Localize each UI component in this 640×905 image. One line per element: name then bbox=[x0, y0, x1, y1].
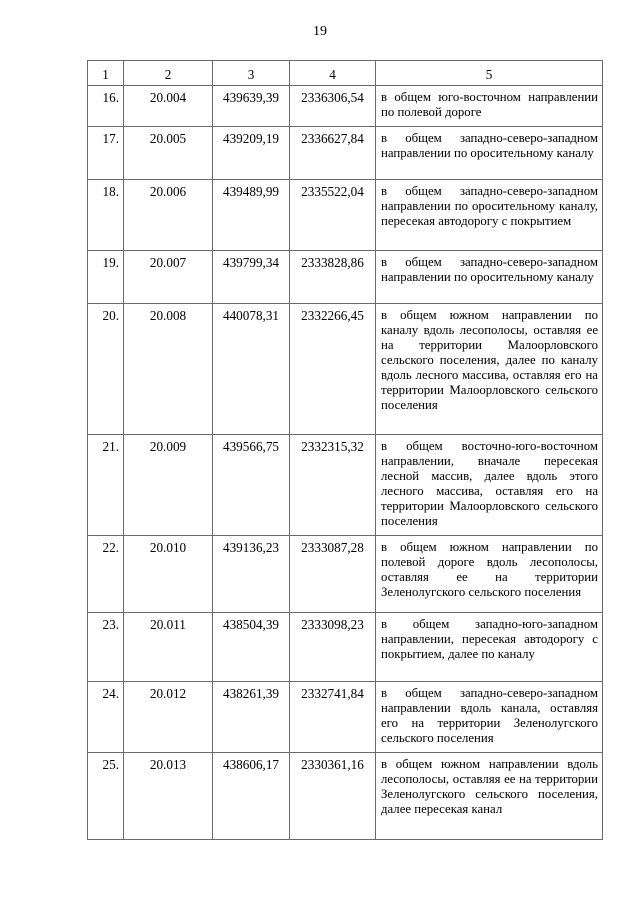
table-row bbox=[88, 86, 603, 127]
table-row bbox=[88, 682, 603, 753]
row-number: 22. bbox=[88, 536, 124, 613]
coord-x: 439136,23 bbox=[213, 536, 290, 613]
row-number: 18. bbox=[88, 180, 124, 251]
table-row bbox=[88, 536, 603, 613]
direction-description: в общем юго-восточном направлении по полевой дороге bbox=[376, 86, 603, 127]
point-code: 20.007 bbox=[124, 251, 213, 304]
row-number: 19. bbox=[88, 251, 124, 304]
row-number: 20. bbox=[88, 304, 124, 435]
page-number: 19 bbox=[313, 24, 327, 39]
coord-x: 439209,19 bbox=[213, 127, 290, 180]
direction-description: в общем южном направлении по полевой дороге вдоль лесополосы, оставляя ее на территории Зеленолугского сельского поселения bbox=[376, 536, 603, 613]
row-number: 23. bbox=[88, 613, 124, 682]
point-code: 20.010 bbox=[124, 536, 213, 613]
table-row bbox=[88, 613, 603, 682]
table-row bbox=[88, 251, 603, 304]
row-number: 21. bbox=[88, 435, 124, 536]
table-row bbox=[88, 180, 603, 251]
direction-description: в общем восточно-юго-восточном направлении, вначале пересекая лесной массив, далее вдоль этого лесного массива, оставляя его на территории Малоорловского сельского поселения bbox=[376, 435, 603, 536]
row-number: 24. bbox=[88, 682, 124, 753]
point-code: 20.009 bbox=[124, 435, 213, 536]
header-col-2: 2 bbox=[124, 61, 213, 86]
coord-x: 438606,17 bbox=[213, 753, 290, 840]
direction-description: в общем западно-северо-западном направлении по оросительному каналу, пересекая автодорогу с покрытием bbox=[376, 180, 603, 251]
coord-x: 439566,75 bbox=[213, 435, 290, 536]
table-row bbox=[88, 127, 603, 180]
point-code: 20.008 bbox=[124, 304, 213, 435]
header-col-4: 4 bbox=[290, 61, 376, 86]
coord-y: 2330361,16 bbox=[290, 753, 376, 840]
point-code: 20.011 bbox=[124, 613, 213, 682]
coord-x: 439639,39 bbox=[213, 86, 290, 127]
coord-x: 438504,39 bbox=[213, 613, 290, 682]
direction-description: в общем южном направлении по каналу вдоль лесополосы, оставляя ее на территории Малоорловского сельского поселения, далее по каналу вдоль лесного массива, оставляя его на территории Малоорловского сельского поселения bbox=[376, 304, 603, 435]
direction-description: в общем западно-северо-западном направлении по оросительному каналу bbox=[376, 251, 603, 304]
header-row bbox=[88, 61, 603, 86]
direction-description: в общем западно-северо-западном направлении вдоль канала, оставляя его на территории Зеленолугского сельского поселения bbox=[376, 682, 603, 753]
header-col-1: 1 bbox=[88, 61, 124, 86]
header-col-3: 3 bbox=[213, 61, 290, 86]
point-code: 20.005 bbox=[124, 127, 213, 180]
table-header bbox=[88, 61, 603, 86]
coord-y: 2332315,32 bbox=[290, 435, 376, 536]
point-code: 20.013 bbox=[124, 753, 213, 840]
point-code: 20.012 bbox=[124, 682, 213, 753]
table-body bbox=[88, 86, 603, 840]
boundary-table bbox=[87, 60, 603, 840]
coord-y: 2332741,84 bbox=[290, 682, 376, 753]
coord-x: 438261,39 bbox=[213, 682, 290, 753]
coord-y: 2332266,45 bbox=[290, 304, 376, 435]
coord-y: 2333098,23 bbox=[290, 613, 376, 682]
coord-y: 2333828,86 bbox=[290, 251, 376, 304]
header-col-5: 5 bbox=[376, 61, 603, 86]
direction-description: в общем западно-северо-западном направлении по оросительному каналу bbox=[376, 127, 603, 180]
coord-x: 440078,31 bbox=[213, 304, 290, 435]
coord-y: 2335522,04 bbox=[290, 180, 376, 251]
row-number: 16. bbox=[88, 86, 124, 127]
point-code: 20.004 bbox=[124, 86, 213, 127]
point-code: 20.006 bbox=[124, 180, 213, 251]
coord-y: 2336627,84 bbox=[290, 127, 376, 180]
coord-x: 439489,99 bbox=[213, 180, 290, 251]
coord-x: 439799,34 bbox=[213, 251, 290, 304]
table-row bbox=[88, 435, 603, 536]
row-number: 17. bbox=[88, 127, 124, 180]
direction-description: в общем южном направлении вдоль лесополосы, оставляя ее на территории Зеленолугского сельского поселения, далее пересекая канал bbox=[376, 753, 603, 840]
row-number: 25. bbox=[88, 753, 124, 840]
direction-description: в общем западно-юго-западном направлении, пересекая автодорогу с покрытием, далее по каналу bbox=[376, 613, 603, 682]
table-row bbox=[88, 753, 603, 840]
coord-y: 2336306,54 bbox=[290, 86, 376, 127]
table-row bbox=[88, 304, 603, 435]
coord-y: 2333087,28 bbox=[290, 536, 376, 613]
